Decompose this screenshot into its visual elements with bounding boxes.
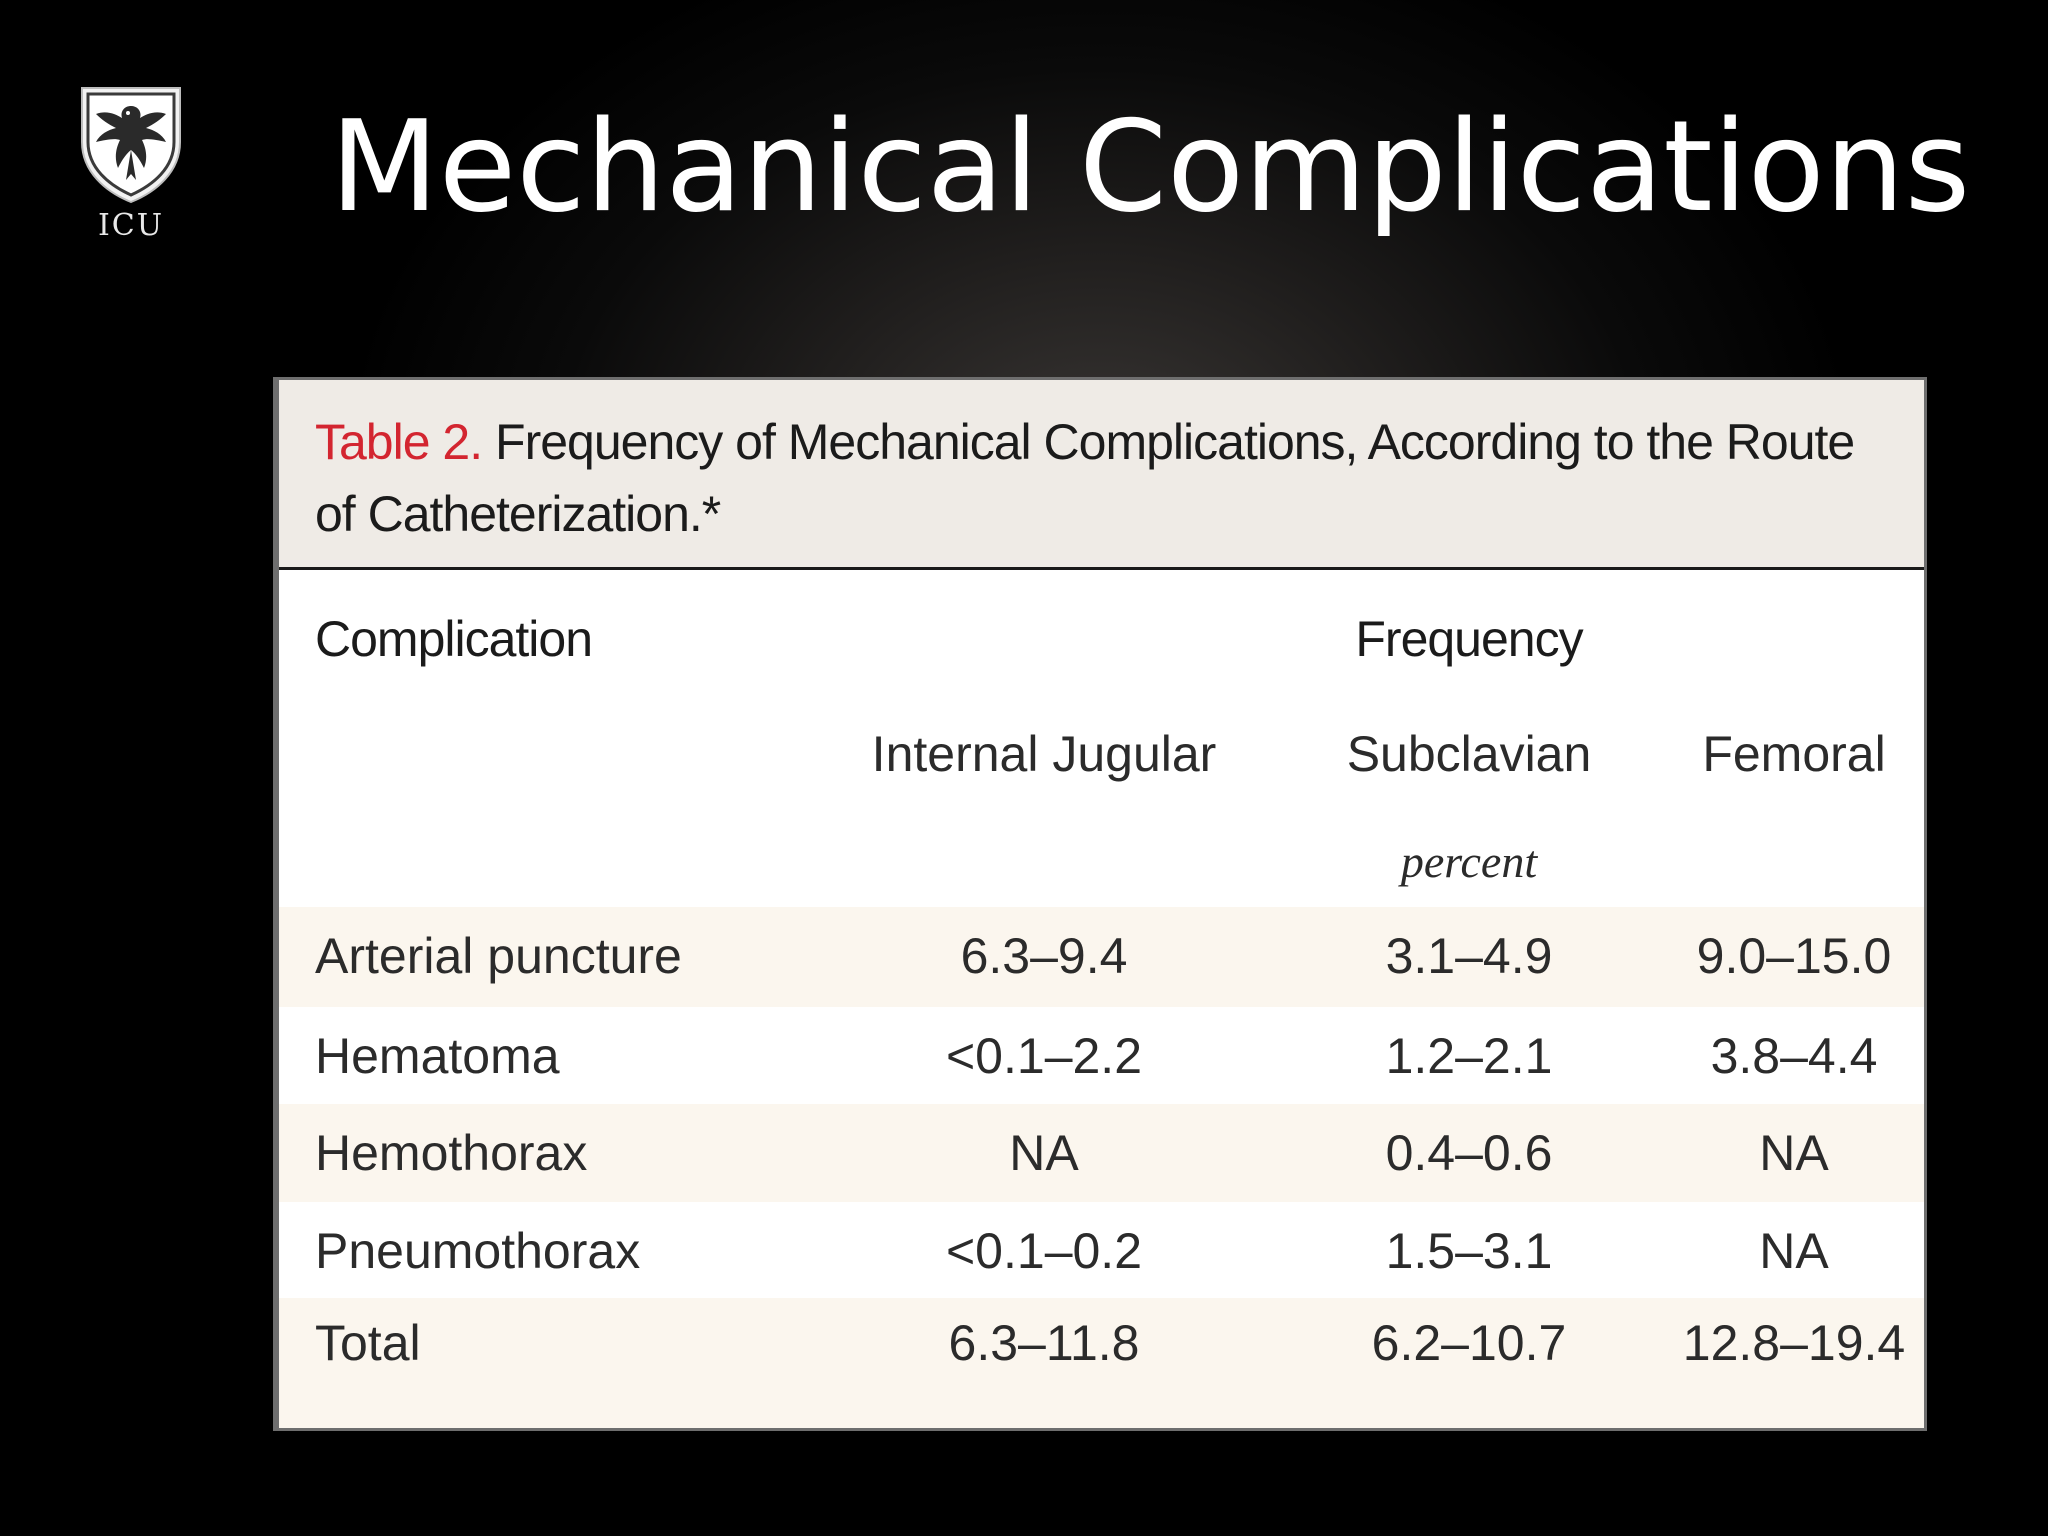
cell-internal-jugular: 6.3–11.8 [948,1315,1140,1371]
cell-internal-jugular: <0.1–2.2 [945,1028,1143,1084]
cell-subclavian: 0.4–0.6 [1385,1125,1553,1181]
cell-subclavian: 1.5–3.1 [1385,1223,1553,1279]
header-frequency: Frequency [1355,611,1583,667]
row-name: Pneumothorax [315,1223,641,1279]
eagle-shield-icon [78,84,184,204]
row-name: Arterial puncture [315,928,682,984]
cell-femoral: 9.0–15.0 [1696,928,1892,984]
row-name: Hemothorax [315,1125,588,1181]
logo [78,84,184,244]
column-header-subclavian: Subclavian [1346,726,1592,782]
table-row [279,1007,1924,1104]
caption-text: Frequency of Mechanical Complications, According to the Route [495,414,1855,470]
cell-subclavian: 3.1–4.9 [1385,928,1553,984]
table-row [279,1298,1924,1431]
unit-label: percent [1400,836,1538,887]
cell-internal-jugular: <0.1–0.2 [945,1223,1143,1279]
column-header-femoral: Femoral [1702,726,1886,782]
cell-internal-jugular: NA [1009,1125,1079,1181]
cell-femoral: NA [1759,1223,1829,1279]
slide-title: Mechanical Complications [330,93,1971,240]
table-caption [279,380,1924,570]
table-row [279,1104,1924,1202]
cell-internal-jugular: 6.3–9.4 [960,928,1128,984]
row-name: Total [315,1315,421,1371]
row-name: Hematoma [315,1028,560,1084]
header-complication: Complication [315,611,593,667]
cell-subclavian: 6.2–10.7 [1371,1315,1567,1371]
caption-line-1 [315,406,1888,478]
cell-femoral: NA [1759,1125,1829,1181]
table-row [279,907,1924,1007]
column-header-internal-jugular: Internal Jugular [871,726,1217,782]
cell-femoral: 12.8–19.4 [1682,1315,1906,1371]
caption-line-2: of Catheterization.* [315,486,721,542]
complications-table [273,377,1927,1431]
table-row [279,1202,1924,1298]
caption-label: Table 2. [315,414,483,470]
cell-subclavian: 1.2–2.1 [1385,1028,1553,1084]
logo-text: ICU [97,208,165,243]
cell-femoral: 3.8–4.4 [1710,1028,1878,1084]
